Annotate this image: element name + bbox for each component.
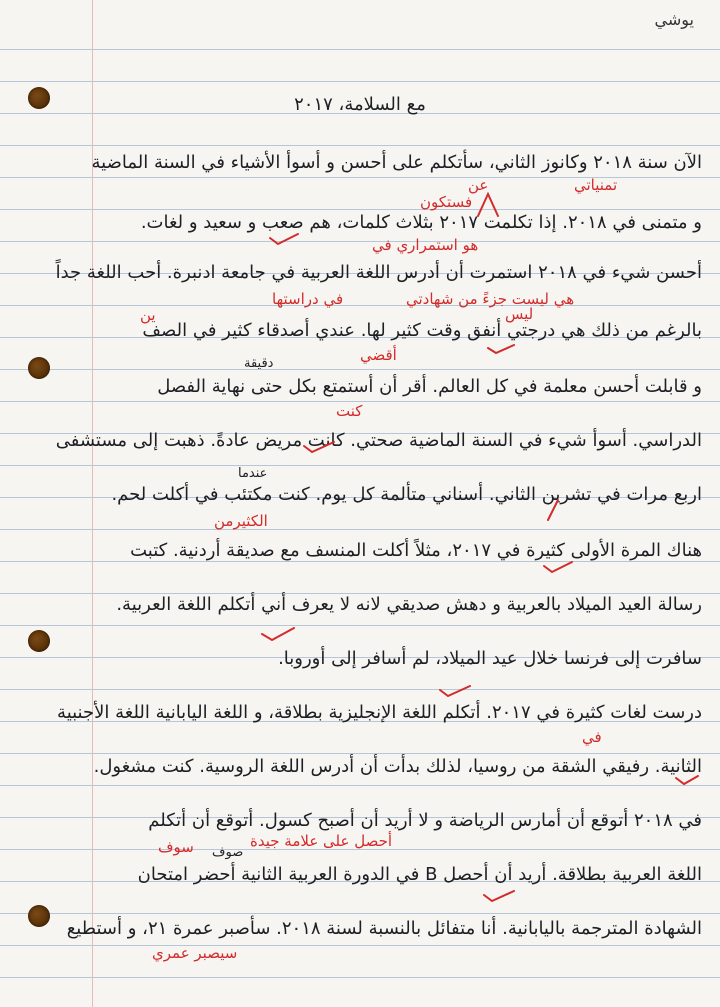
correction-note: في bbox=[582, 728, 602, 746]
correction-note: كنت bbox=[336, 402, 363, 420]
text-line: الآن سنة ٢٠١٨ وكانوز الثاني، سأتكلم على أحسن و أسوأ الأشياء في السنة الماضية bbox=[91, 152, 702, 173]
text-line: في ٢٠١٨ أتوقع أن أمارس الرياضة و لا أريد أن أصبح كسول. أتوقع أن أتكلم bbox=[148, 810, 702, 831]
text-line: الشهادة المترجمة باليابانية. أنا متفائل بالنسبة لسنة ٢٠١٨. سأصبر عمرة ٢١، و أستطيع bbox=[66, 918, 702, 939]
correction-note: أقضي bbox=[360, 346, 397, 364]
check-mark-icon bbox=[544, 562, 572, 572]
insertion-mark bbox=[548, 500, 558, 520]
text-line: أحسن شيء في ٢٠١٨ استمرت أن أدرس اللغة العربية في جامعة ادنبرة. أحب اللغة جداً bbox=[55, 262, 702, 283]
check-mark-icon bbox=[304, 442, 334, 452]
correction-note: عن bbox=[468, 176, 489, 194]
correction-note: دقيقة bbox=[244, 356, 274, 371]
correction-note: في دراستها bbox=[272, 290, 344, 308]
text-line: اللغة العربية بطلاقة. أريد أن أحصل B في الدورة العربية الثانية أحضر امتحان bbox=[137, 864, 702, 885]
text-line: اربع مرات في تشرين الثاني. أسناني متألمة كل يوم. كنت مكتئب في أكلت لحم. bbox=[111, 484, 702, 505]
check-mark-icon bbox=[262, 628, 294, 640]
correction-note: صوف bbox=[212, 845, 244, 860]
page-title: مع السلامة، ٢٠١٧ bbox=[294, 94, 426, 115]
check-mark-icon bbox=[676, 776, 698, 784]
text-line: درست لغات كثيرة في ٢٠١٧. أتكلم اللغة الإنجليزية بطلاقة، و اللغة اليابانية اللغة الأجنبية bbox=[57, 702, 702, 723]
correction-note: ين bbox=[140, 306, 156, 324]
check-mark-icon bbox=[488, 345, 514, 353]
check-mark-icon bbox=[484, 891, 514, 901]
correction-note: ليس bbox=[505, 305, 534, 323]
text-line: الثانية. رفيقي الشقة من روسيا، لذلك بدأت أن أدرس اللغة الروسية. كنت مشغول. bbox=[93, 756, 702, 777]
correction-note: سيصبر عمري bbox=[152, 944, 238, 962]
check-mark-icon bbox=[440, 686, 470, 696]
correction-note: الكثيرمن bbox=[214, 512, 268, 530]
correction-note: أحصل على علامة جيدة bbox=[250, 832, 393, 850]
correction-note: فستكون bbox=[420, 193, 473, 211]
text-line: سافرت إلى فرنسا خلال عيد الميلاد، لم أسافر إلى أوروبا. bbox=[278, 648, 702, 669]
text-line: بالرغم من ذلك هي درجتي أنفق وقت كثير لها. عندي أصدقاء كثير في الصف bbox=[142, 320, 702, 341]
correction-note: سوف bbox=[158, 838, 194, 856]
text-line: و متمنى في ٢٠١٨. إذا تكلمت ٢٠١٧ بثلاث كلمات، هم صعب و سعيد و لغات. bbox=[140, 212, 702, 233]
text-line: هناك المرة الأولى كثيرة في ٢٠١٧، مثلاً أكلت المنسف مع صديقة أردنية. كتبت bbox=[130, 540, 702, 561]
correction-note: هي ليست جزءً من شهادتي bbox=[406, 290, 575, 308]
author-name: يوشي bbox=[654, 10, 694, 29]
correction-note: هو استمراري في bbox=[372, 236, 479, 254]
check-mark-icon bbox=[270, 234, 298, 244]
text-line: و قابلت أحسن معلمة في كل العالم. أقر أن أستمتع بكل حتى نهاية الفصل bbox=[157, 376, 702, 397]
text-line: رسالة العيد الميلاد بالعربية و دهش صديقي لانه لا يعرف أني أتكلم اللغة العربية. bbox=[116, 594, 702, 615]
correction-note: عندما bbox=[238, 466, 268, 481]
insertion-mark bbox=[478, 194, 498, 216]
correction-note: تمنياتي bbox=[574, 176, 618, 194]
text-line: الدراسي. أسوأ شيء في السنة الماضية صحتي. كانت مريض عادةً. ذهبت إلى مستشفى bbox=[55, 430, 702, 451]
